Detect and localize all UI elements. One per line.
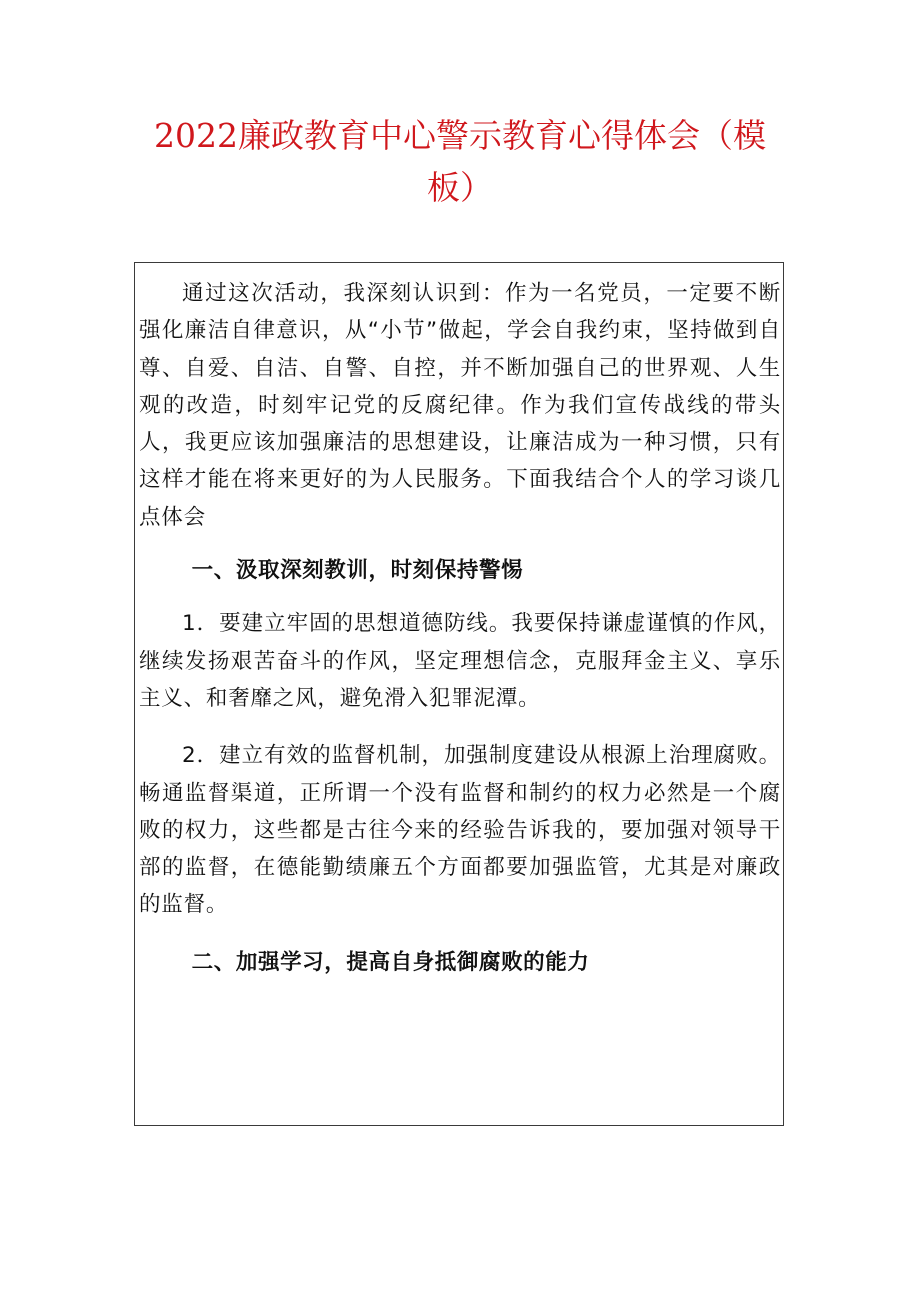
point-2-paragraph: 2．建立有效的监督机制，加强制度建设从根源上治理腐败。畅通监督渠道，正所谓一个没有监督和制约的权力必然是一个腐败的权力，这些都是古往今来的经验告诉我的，要加强对领导干部的监督，在德能勤绩廉五个方面都要加强监管，尤其是对廉政的监督。 <box>139 743 781 918</box>
point-1-paragraph: 1．要建立牢固的思想道德防线。我要保持谦虚谨慎的作风，继续发扬艰苦奋斗的作风，坚定理想信念，克服拜金主义、享乐主义、和奢靡之风，避免滑入犯罪泥潭。 <box>139 611 781 711</box>
content-box <box>134 262 784 1126</box>
intro-paragraph: 通过这次活动，我深刻认识到：作为一名党员，一定要不断强化廉洁自律意识，从“小节”做起，学会自我约束，坚持做到自尊、自爱、自洁、自警、自控，并不断加强自己的世界观、人生观的改造，时刻牢记党的反腐纪律。作为我们宣传战线的带头人，我更应该加强廉洁的思想建设，让廉洁成为一种习惯，只有这样才能在将来更好的为人民服务。下面我结合个人的学习谈几点体会 <box>139 281 781 530</box>
section-2-heading: 二、加强学习，提高自身抵御腐败的能力 <box>191 949 590 975</box>
section-1-heading: 一、汲取深刻教训，时刻保持警惕 <box>191 558 524 584</box>
document-title: 2022廉政教育中心警示教育心得体会（模板） <box>154 116 766 207</box>
